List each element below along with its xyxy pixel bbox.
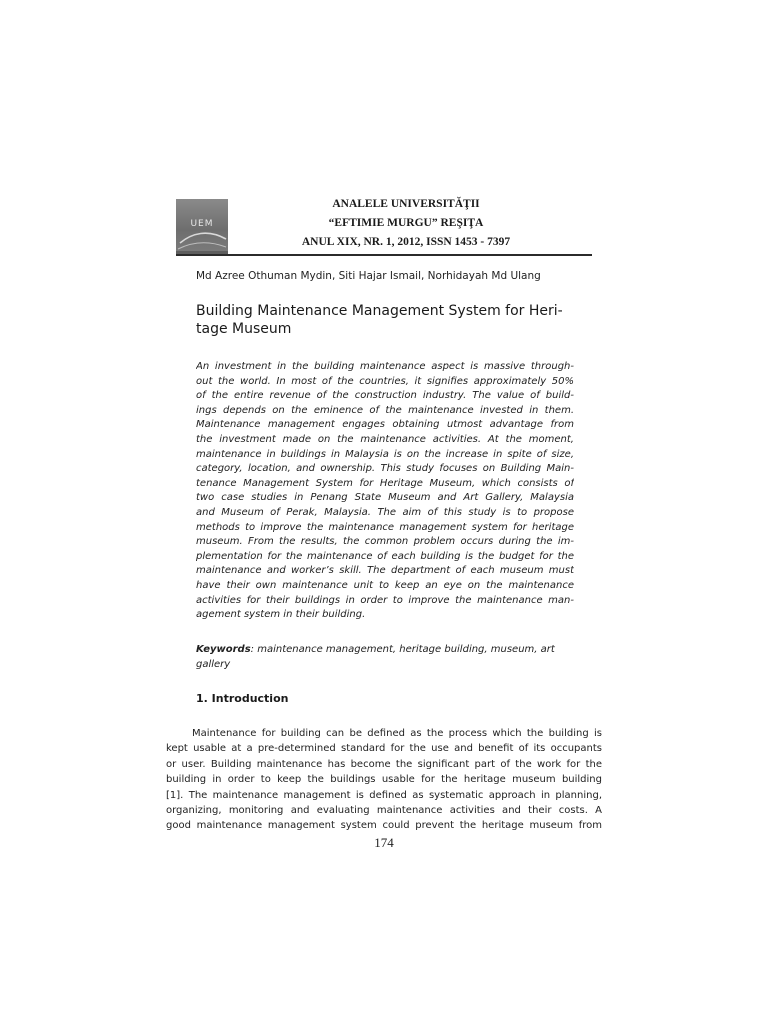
abstract-line: museum. From the results, the common problem occurs during the im- (196, 536, 574, 548)
body-line: or user. Building maintenance has become the significant part of the work for the (166, 758, 602, 770)
title-line2: tage Museum (196, 321, 292, 337)
abstract-line: the investment made on the maintenance activities. At the moment, (196, 433, 574, 445)
abstract-line: and Museum of Perak, Malaysia. The aim of this study is to propose (196, 506, 574, 518)
author-list: Md Azree Othuman Mydin, Siti Hajar Ismail, Norhidayah Md Ulang (196, 270, 541, 282)
journal-name-line2: “EFTIMIE MURGU” REŞIŢA (328, 217, 484, 229)
abstract-line: maintenance in buildings in Malaysia is on the increase in spite of size, (196, 448, 574, 460)
university-logo (176, 199, 228, 255)
logo-text: UEM (190, 219, 214, 229)
keywords-label: Keywords (196, 644, 251, 655)
abstract-line: two case studies in Penang State Museum and Art Gallery, Malaysia (196, 492, 574, 504)
abstract-line: have their own maintenance unit to keep an eye on the maintenance (196, 579, 574, 591)
abstract (196, 360, 574, 623)
keywords-text: : maintenance management, heritage building, museum, art (250, 644, 555, 655)
abstract-line: Maintenance management engages obtaining utmost advantage from (196, 419, 574, 431)
abstract-line: tenance Management System for Heritage Museum, which consists of (196, 477, 574, 489)
page-number: 174 (374, 835, 394, 850)
body-line: good maintenance management system could prevent the heritage museum from (166, 820, 602, 832)
journal-name-line1: ANALELE UNIVERSITĂŢII (332, 198, 480, 210)
abstract-line: maintenance and worker’s skill. The department of each museum must (196, 565, 574, 577)
body-line: [1]. The maintenance management is defined as systematic approach in planning, (166, 789, 602, 801)
body-paragraph (166, 726, 602, 834)
body-line: Maintenance for building can be defined as the process which the building is (192, 728, 602, 739)
section-heading: 1. Introduction (196, 692, 289, 705)
abstract-line: plementation for the maintenance of each building is the budget for the (196, 550, 574, 562)
abstract-line: ings depends on the eminence of the maintenance invested in them. (196, 404, 574, 416)
keywords (196, 643, 574, 672)
title-line1: Building Maintenance Management System for Heri- (196, 303, 563, 319)
paper-title (196, 302, 586, 338)
abstract-line: category, location, and ownership. This study focuses on Building Main- (196, 463, 574, 475)
keywords-text-cont: gallery (196, 658, 231, 670)
body-line: kept usable at a pre-determined standard for the use and benefit of its occupants (166, 743, 602, 755)
journal-header (236, 195, 576, 252)
abstract-line: An investment in the building maintenance aspect is massive through- (196, 361, 574, 372)
abstract-line: out the world. In most of the countries, it signifies approximately 50% (196, 375, 574, 387)
abstract-line: of the entire revenue of the construction industry. The value of build- (196, 390, 574, 402)
body-line: building in order to keep the buildings usable for the heritage museum building (166, 774, 602, 786)
journal-issue-line: ANUL XIX, NR. 1, 2012, ISSN 1453 - 7397 (301, 236, 511, 248)
abstract-line: agement system in their building. (196, 609, 366, 621)
abstract-line: methods to improve the maintenance management system for heritage (196, 521, 574, 533)
abstract-line: activities for their buildings in order to improve the maintenance man- (196, 594, 574, 606)
body-line: organizing, monitoring and evaluating maintenance activities and their costs. A (166, 805, 602, 817)
header-divider (176, 254, 592, 256)
